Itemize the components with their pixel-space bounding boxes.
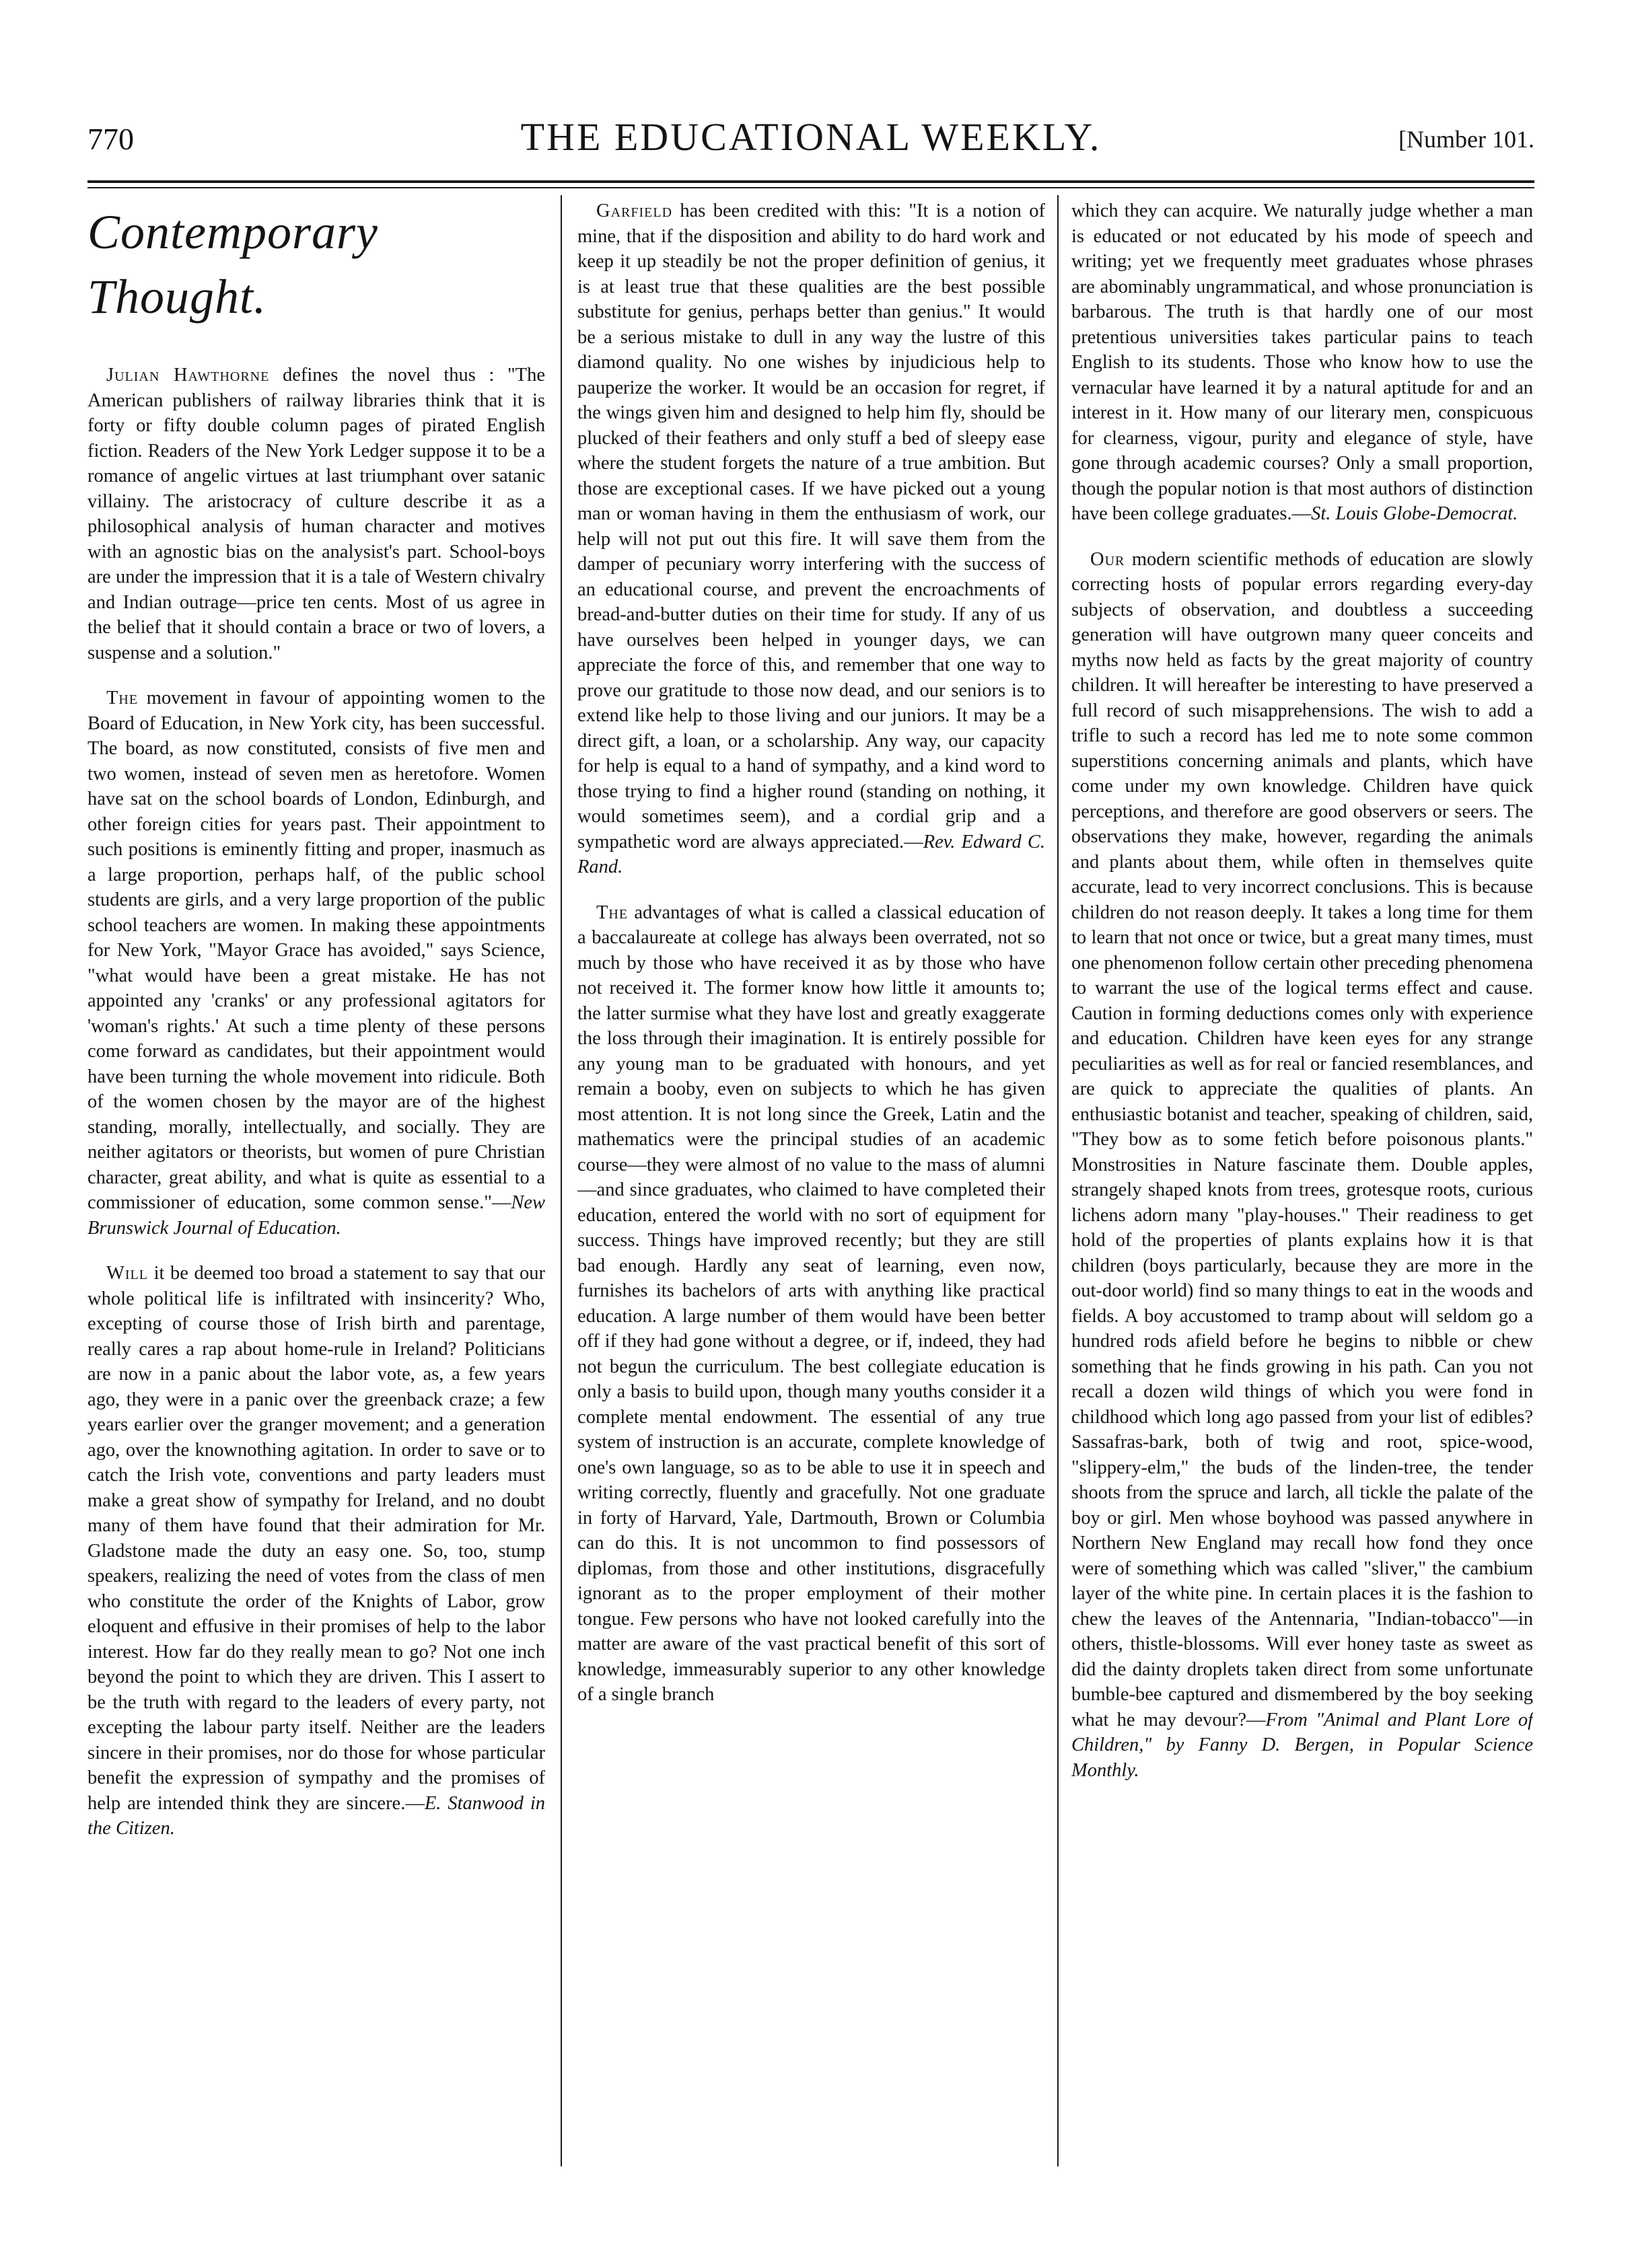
article-lead: Garfield <box>596 200 673 221</box>
article-citation: St. Louis Globe-Democrat. <box>1311 503 1518 524</box>
article-lead: Julian Hawthorne <box>106 365 270 386</box>
article-political-insincerity <box>87 1261 545 1841</box>
header-rule-thin <box>87 187 1534 188</box>
article-board-of-education <box>87 686 545 1241</box>
article-lead: Our <box>1090 548 1125 570</box>
article-text: advantages of what is called a classical education of a baccalaureate at college has always been overrated, not so much by those who have received it as by those who have not received it. The former know how little it amounts to; the latter surmise what they have lost and greatly exaggerate the loss through their imagination. It is entirely possible for any young man to be graduated with honours, and yet remain a booby, even on subjects to which he has given most attention. It is not long since the Greek, Latin and the mathematics were the principal studies of an academic course—they were almost of no value to the mass of alumni—and since graduates, who claimed to have completed their education, entered the world with no sort of equipment for success. Things have improved recently; but they are still bad enough. Hardly any seat of learning, even now, furnishes its bachelors of arts with anything like practical education. A large number of them would have been better off if they had gone without a degree, or if, indeed, they had not begun the curriculum. The best collegiate education is only a basis to build upon, though many youths consider it a complete mental endowment. The essential of any true system of instruction is an accurate, complete knowledge of one's own language, so as to be able to use it in speech and writing correctly, fluently and gracefully. Not one graduate in forty of Harvard, Yale, Dartmouth, Brown or Columbia can do this. It is not uncommon to find possessors of diplomas, from those and other institutions, disgracefully ignorant as to the proper employment of their mother tongue. Few persons who have not looked carefully into the matter are aware of the vast practical benefit of this sort of knowledge, immeasurably superior to any other knowledge of a single branch <box>577 902 1045 1705</box>
column-1 <box>87 198 545 2160</box>
column-3 <box>1071 198 1533 2160</box>
article-text: modern scientific methods of education are slowly correcting hosts of popular errors regarding every-day subjects of observation, and doubtless a succeeding generation will have outgrown many queer conceits and myths now held as facts by the great majority of country children. It will hereafter be interesting to have preserved a full record of such misapprehensions. The wish to add a trifle to such a record has led me to note some common superstitions concerning animals and plants, which have come under my own knowledge. Children have quick perceptions, and therefore are good observers or seers. The observations they make, however, regarding the animals and plants about them, while often in themselves quite accurate, lead to very incorrect conclusions. This is because children do not reason deeply. It takes a long time for them to learn that not once or twice, but a great many times, must one phenomenon follow certain other preceding phenomena to warrant the use of the logical terms effect and cause. Caution in forming deductions comes only with experience and education. Children have keen eyes for any strange peculiarities as well as for real or fancied resemblances, and are quick to appreciate the qualities of plants. An enthusiastic botanist and teacher, speaking of children, said, "They bow as to some fetich before poisonous plants." Monstrosities in Nature fascinate them. Double apples, strangely shaped knots from trees, grotesque roots, curious lichens adorn many "play-houses." Their readiness to get hold of the properties of plants explains how it is that children (boys particularly, because they are more in the out-door world) find so many things to eat in the woods and fields. A boy accustomed to tramp about will seldom go a hundred rods afield before he begins to nibble or chew something that he finds growing in his path. Can you not recall a dozen wild things of which you were fond in childhood which long ago passed from your list of edibles? Sassafras-bark, both of twig and root, spice-wood, "slippery-elm," the buds of the linden-tree, the tender shoots from the spruce and larch, all tickle the palate of the boy or girl. Men whose boyhood was passed anywhere in Northern New England may recall how fond they once were of something which was called "sliver," the cambium layer of the white pine. In certain places it is the fashion to chew the leaves of the Antennaria, "Indian-tobacco"—in others, thistle-blossoms. Will ever honey taste as sweet as did the dainty droplets taken direct from some unfortunate bumble-bee captured and dismembered by the boy seeking what he may devour?— <box>1071 548 1533 1730</box>
column-2 <box>577 198 1045 2160</box>
page-number: 770 <box>87 122 134 156</box>
article-lead: The <box>596 902 629 923</box>
article-text: it be deemed too broad a statement to say that our whole political life is infiltrated with insincerity? Who, excepting of course those of Irish birth and parentage, really cares a rap about home-rule in Ireland? Politicians are now in a panic about the labor vote, as, a few years ago, they were in a panic over the greenback craze; a few years earlier over the granger movement; and a generation ago, over the knownothing agitation. In order to save or to catch the Irish vote, conventions and party leaders must make a great show of sympathy for Ireland, and no doubt many of them have found that their admiration for Mr. Gladstone made the duty an easy one. So, too, stump speakers, realizing the need of votes from the class of men who constitute the order of the Knights of Labor, grow eloquent and effusive in their promises of help to the labor interest. How far do they really mean to go? Not one inch beyond the point to which they are driven. This I assert to be the truth with regard to the leaders of every party, not excepting the labour party itself. Neither are the leaders sincere in their promises, nor do those for whose particular benefit the expression of sympathy and the promises of help are intended think they are sincere.— <box>87 1263 545 1814</box>
article-classical-education <box>577 900 1045 1708</box>
article-citation: From "Animal and Plant Lore of Children," by Fanny D. Bergen, in Popular Science Monthly. <box>1071 1709 1533 1781</box>
article-hawthorne <box>87 363 545 665</box>
page-header <box>87 114 1534 182</box>
column-divider-2 <box>1057 195 1059 2166</box>
article-citation: New Brunswick Journal of Education. <box>87 1192 545 1239</box>
article-garfield <box>577 198 1045 880</box>
article-text: defines the novel thus : "The American publishers of railway libraries think that it is forty or fifty double column pages of pirated English fiction. Readers of the New York Ledger suppose it to be a romance of angelic virtues at last triumphant over satanic villainy. The aristocracy of culture describe it as a philosophical analysis of human character and motives with an agnostic bias on the analysist's part. School-boys are under the impression that it is a tale of Western chivalry and Indian outrage—price ten cents. Most of us agree in the belief that it should contain a brace or two of lovers, a suspense and a solution." <box>87 365 545 663</box>
journal-title: THE EDUCATIONAL WEEKLY. <box>520 115 1102 159</box>
article-text: which they can acquire. We naturally judge whether a man is educated or not educated by his mode of speech and writing; yet we frequently meet graduates whose phrases are abominably ungrammatical, and whose pronunciation is barbarous. The truth is that hardly one of our most pretentious universities takes particular pains to teach English to its students. Those who know how to use the vernacular have learned it by a natural aptitude for and an interest in it. How many of our literary men, conspicuous for clearness, vigour, purity and elegance of style, have gone through academic courses? Only a small proportion, though the popular notion is that most authors of distinction have been college graduates.— <box>1071 200 1533 524</box>
article-text: movement in favour of appointing women to the Board of Education, in New York city, has been successful. The board, as now constituted, consists of five men and two women, instead of seven men as heretofore. Women have sat on the school boards of London, Edinburgh, and other foreign cities for years past. Their appointment to such positions is eminently fitting and proper, inasmuch as a large proportion, perhaps half, of the public school students are girls, and a very large proportion of the public school teachers are women. In making these appointments for New York, "Mayor Grace has avoided," says Science, "what would have been a great mistake. He has not appointed any 'cranks' or any professional agitators for 'woman's rights.' At such a time plenty of these persons come forward as candidates, but their appointment would have been turning the whole movement into ridicule. Both of the women chosen by the mayor are of the highest standing, morally, intellectually, and socially. They are neither agitators or theorists, but women of pure Christian character, great ability, and what is quite as essential to a commissioner of education, some common sense."— <box>87 688 545 1213</box>
header-rule-thick <box>87 180 1534 183</box>
column-divider-1 <box>561 195 562 2166</box>
article-plant-lore <box>1071 547 1533 1784</box>
issue-number: [Number 101. <box>1398 126 1534 153</box>
article-citation: Rev. Edward C. Rand. <box>577 831 1045 877</box>
article-citation: E. Stanwood in the Citizen. <box>87 1792 545 1839</box>
section-title: Contemporary Thought. <box>87 205 378 324</box>
article-classical-education-continued <box>1071 198 1533 527</box>
article-lead: Will <box>106 1263 148 1284</box>
article-lead: The <box>106 688 139 708</box>
article-text: has been credited with this: "It is a notion of mine, that if the disposition and ability to do hard work and keep it up steadily be not the proper definition of genius, it is at least true that these qualities are the best possible substitute for genius, perhaps better than genius." It would be a serious mistake to dull in any way the lustre of this diamond quality. No one wishes by injudicious help to pauperize the worker. It would be an occasion for regret, if the wings given him and designed to help him fly, should be plucked of their feathers and only stuff a bed of sleepy ease where the student forgets the nature of a true ambition. But those are exceptional cases. If we have picked out a young man or woman having in them the enthusiasm of work, our help will not put out this fire. It will save them from the damper of pecuniary worry interfering with the success of an educational course, and prevent the encroachments of bread-and-butter duties on their time for study. If any of us have ourselves been helped in younger days, we can appreciate the force of this, and remember that one way to prove our gratitude to those now dead, and our seniors is to extend like help to those living and our juniors. It may be a direct gift, a loan, or a scholarship. Any way, our capacity for help is equal to a hand of sympathy, and a kind word to those trying to find a higher round (standing on nothing, it would sometimes seem), and a cordial grip and a sympathetic word are always appreciated.— <box>577 200 1045 852</box>
